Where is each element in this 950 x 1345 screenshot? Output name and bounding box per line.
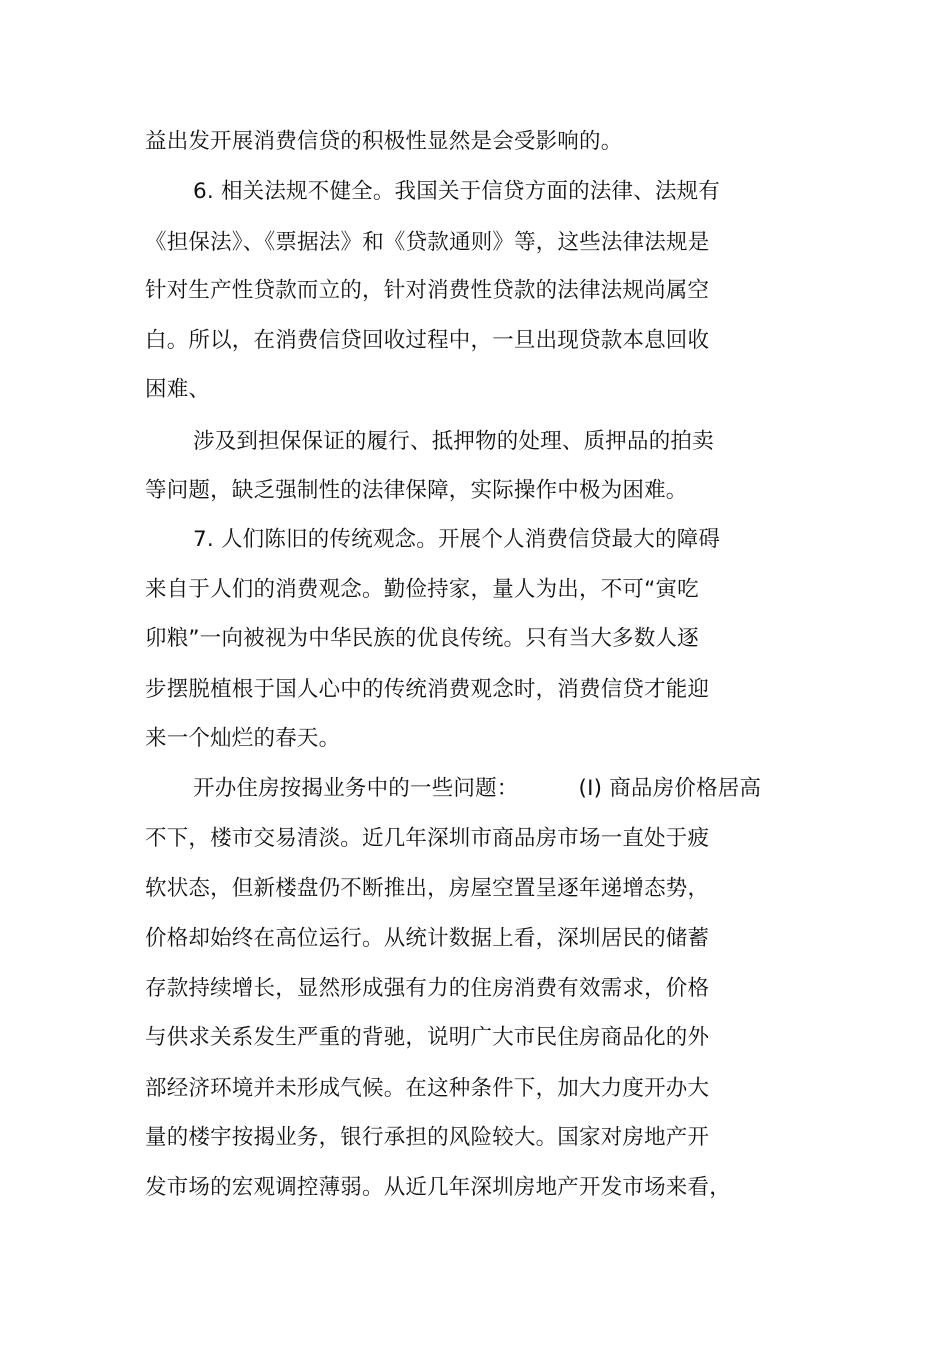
text-line: 7. 人们陈旧的传统观念。开展个人消费信贷最大的障碍 — [193, 527, 721, 552]
text-line: 《担保法》、《票据法》和《贷款通则》等，这些法律法规是 — [145, 230, 710, 255]
text-line: 存款持续增长，显然形成强有力的住房消费有效需求，价格 — [145, 976, 710, 1001]
text-line: 量的楼宇按揭业务，银行承担的风险较大。国家对房地产开 — [145, 1125, 710, 1150]
text-line: 白。所以，在消费信贷回收过程中，一旦出现贷款本息回收 — [145, 328, 710, 353]
text-line: 软状态，但新楼盘仍不断推出，房屋空置呈逐年递增态势， — [145, 876, 710, 901]
text-line: 针对生产性贷款而立的，针对消费性贷款的法律法规尚属空 — [145, 278, 710, 303]
text-line: 发市场的宏观调控薄弱。从近几年深圳房地产开发市场来看， — [145, 1175, 731, 1200]
text-segment: (I) 商品房价格居高 — [578, 776, 762, 801]
text-line: 益出发开展消费信贷的积极性显然是会受影响的。 — [145, 129, 623, 154]
text-line — [193, 774, 761, 804]
text-line: 困难、 — [145, 377, 211, 402]
text-line: 部经济环境并未形成气候。在这种条件下，加大力度开办大 — [145, 1076, 710, 1101]
text-line: 涉及到担保保证的履行、抵押物的处理、质押品的拍卖 — [193, 429, 714, 454]
text-line: 步摆脱植根于国人心中的传统消费观念时，消费信贷才能迎 — [145, 677, 710, 702]
text-line: 卯粮”一向被视为中华民族的优良传统。只有当大多数人逐 — [145, 626, 699, 651]
text-line: 6. 相关法规不健全。我国关于信贷方面的法律、法规有 — [193, 179, 721, 204]
text-line: 价格却始终在高位运行。从统计数据上看，深圳居民的储蓄 — [145, 926, 710, 951]
text-line: 与供求关系发生严重的背驰，说明广大市民住房商品化的外 — [145, 1025, 710, 1050]
text-line: 来自于人们的消费观念。勤俭持家，量人为出，不可“寅吃 — [145, 577, 699, 602]
text-line: 来一个灿烂的春天。 — [145, 726, 341, 751]
text-line: 不下，楼市交易清淡。近几年深圳市商品房市场一直处于疲 — [145, 826, 710, 851]
text-line: 等问题，缺乏强制性的法律保障，实际操作中极为困难。 — [145, 478, 688, 503]
text-segment: 开办住房按揭业务中的一些问题： — [193, 776, 519, 801]
